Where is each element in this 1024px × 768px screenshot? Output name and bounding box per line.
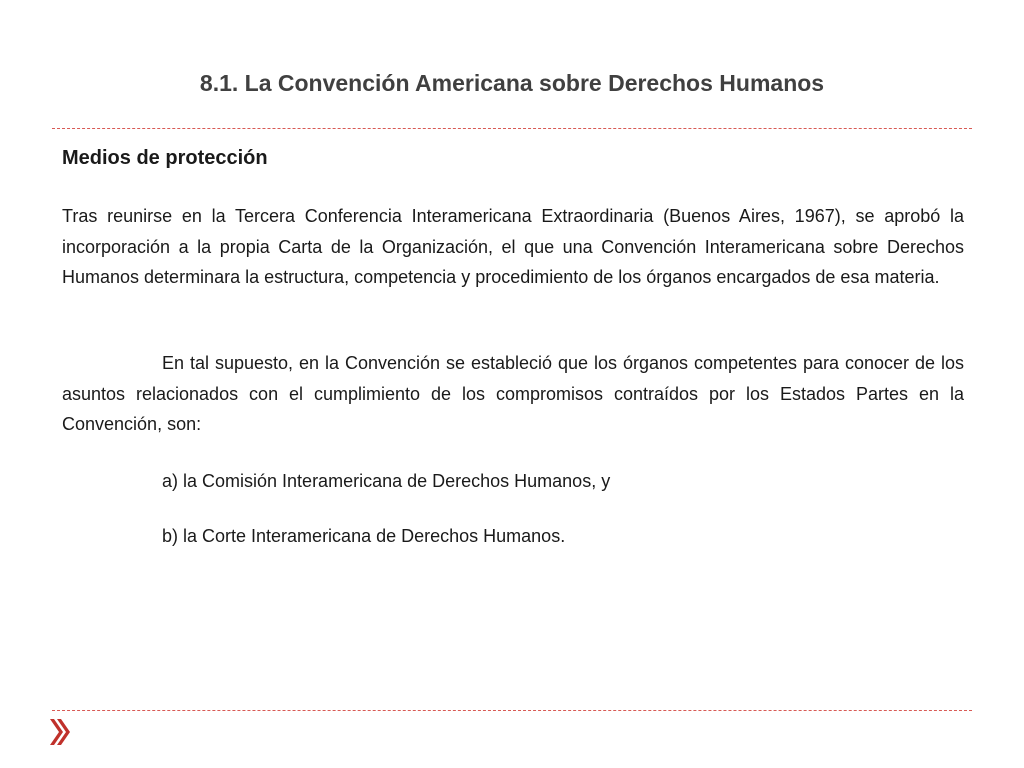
paragraph-1: Tras reunirse en la Tercera Conferencia Interamericana Extraordinaria (Buenos Aires, 1967), se aprobó la incorporación a la propia Carta de la Organización, el que una Convención Interamericana sobre Derechos Humanos determinara la estructura, competencia y procedimiento de los órganos encargados de esa materia. [62, 206, 964, 287]
list-item-a: a) la Comisión Interamericana de Derechos Humanos, y [162, 471, 611, 491]
slide-title: 8.1. La Convención Americana sobre Derechos Humanos [199, 70, 825, 96]
double-chevron-right-icon [50, 719, 70, 745]
list-item-b: b) la Corte Interamericana de Derechos Humanos. [162, 526, 566, 546]
paragraph-2: En tal supuesto, en la Convención se estableció que los órganos competentes para conocer de los asuntos relacionados con el cumplimiento de los compromisos contraídos por los Estados Partes en la Convención, son: [62, 353, 964, 434]
top-divider [52, 128, 972, 129]
section-subtitle: Medios de protección [62, 147, 268, 169]
bottom-divider [52, 710, 972, 711]
